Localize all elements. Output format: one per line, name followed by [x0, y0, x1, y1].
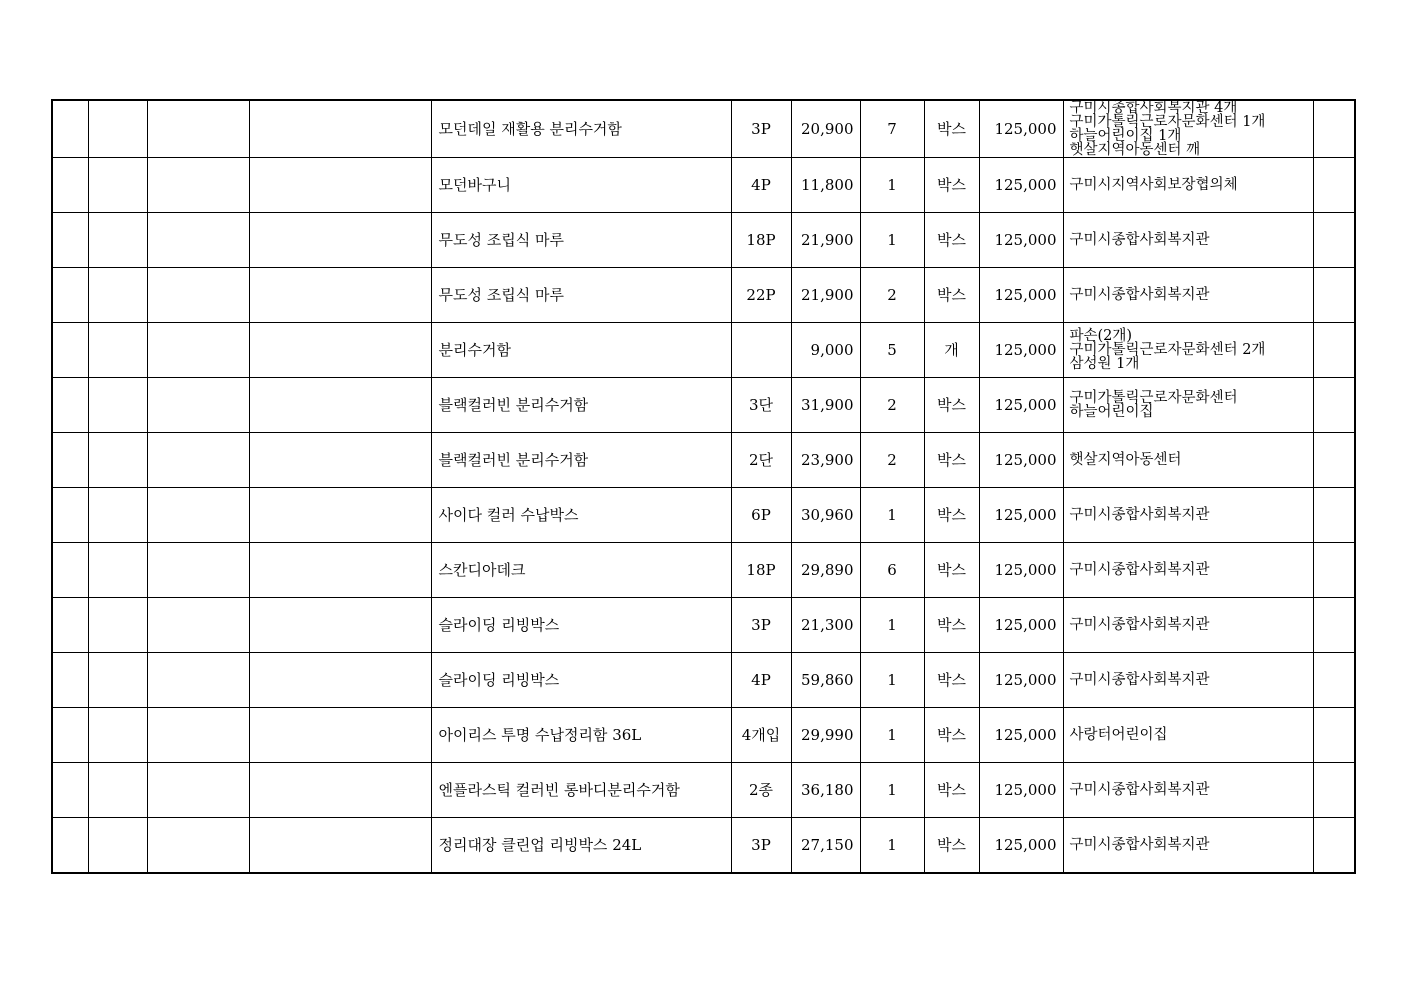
row-col-last	[1313, 708, 1355, 763]
row-col-3	[147, 323, 249, 378]
row-col-2	[88, 268, 147, 323]
inventory-table	[51, 99, 1356, 874]
quantity-cell: 1	[860, 598, 924, 653]
item-name-cell: 모던바구니	[431, 158, 731, 213]
recipient-note-line: 구미시종합사회복지관	[1069, 836, 1210, 853]
row-col-1	[52, 323, 88, 378]
unit-cell: 박스	[924, 213, 979, 268]
item-spec-cell: 4P	[731, 653, 791, 708]
amount-cell: 125,000	[979, 653, 1063, 708]
unit-price-cell: 31,900	[791, 378, 860, 433]
item-name-cell: 아이리스 투명 수납정리함 36L	[431, 708, 731, 763]
recipient-note-cell	[1063, 763, 1313, 818]
row-col-3	[147, 433, 249, 488]
row-col-last	[1313, 598, 1355, 653]
row-col-2	[88, 323, 147, 378]
recipient-note-cell	[1063, 653, 1313, 708]
row-col-1	[52, 543, 88, 598]
unit-price-cell: 27,150	[791, 818, 860, 873]
unit-cell: 박스	[924, 378, 979, 433]
row-col-3	[147, 488, 249, 543]
table-row	[52, 213, 1355, 268]
row-col-4	[249, 543, 431, 598]
amount-cell: 125,000	[979, 763, 1063, 818]
recipient-note-line: 하늘어린이집 1개	[1069, 128, 1182, 144]
quantity-cell: 5	[860, 323, 924, 378]
recipient-note-cell	[1063, 433, 1313, 488]
item-spec-cell: 3P	[731, 818, 791, 873]
table-row	[52, 268, 1355, 323]
row-col-2	[88, 818, 147, 873]
unit-price-cell: 23,900	[791, 433, 860, 488]
unit-cell: 박스	[924, 543, 979, 598]
row-col-1	[52, 818, 88, 873]
row-col-last	[1313, 100, 1355, 158]
quantity-cell: 1	[860, 818, 924, 873]
unit-price-cell: 21,900	[791, 213, 860, 268]
row-col-3	[147, 763, 249, 818]
unit-cell: 개	[924, 323, 979, 378]
row-col-4	[249, 708, 431, 763]
row-col-last	[1313, 653, 1355, 708]
row-col-last	[1313, 763, 1355, 818]
item-name-cell: 슬라이딩 리빙박스	[431, 598, 731, 653]
quantity-cell: 2	[860, 378, 924, 433]
item-spec-cell: 3P	[731, 100, 791, 158]
row-col-2	[88, 213, 147, 268]
row-col-4	[249, 100, 431, 158]
quantity-cell: 1	[860, 213, 924, 268]
unit-cell: 박스	[924, 763, 979, 818]
row-col-4	[249, 323, 431, 378]
item-spec-cell: 4개입	[731, 708, 791, 763]
recipient-note-line: 구미시종합사회복지관	[1069, 287, 1210, 303]
unit-price-cell: 20,900	[791, 100, 860, 158]
item-spec-cell: 22P	[731, 268, 791, 323]
unit-price-cell: 29,990	[791, 708, 860, 763]
item-spec-cell: 4P	[731, 158, 791, 213]
item-name-cell: 엔플라스틱 컬러빈 롱바디분리수거함	[431, 763, 731, 818]
recipient-note-line: 햇살지역아동센터 깨	[1069, 142, 1201, 158]
amount-cell: 125,000	[979, 543, 1063, 598]
table-row	[52, 433, 1355, 488]
unit-price-cell: 11,800	[791, 158, 860, 213]
item-spec-cell: 6P	[731, 488, 791, 543]
item-spec-cell: 3단	[731, 378, 791, 433]
quantity-cell: 1	[860, 653, 924, 708]
row-col-last	[1313, 158, 1355, 213]
row-col-1	[52, 158, 88, 213]
recipient-note-line: 구미시종합사회복지관	[1069, 507, 1210, 523]
row-col-last	[1313, 323, 1355, 378]
row-col-1	[52, 378, 88, 433]
row-col-3	[147, 653, 249, 708]
table-row	[52, 100, 1355, 158]
amount-cell: 125,000	[979, 100, 1063, 158]
recipient-note-line: 구미시종합사회복지관	[1069, 617, 1210, 633]
row-col-last	[1313, 543, 1355, 598]
recipient-note-cell	[1063, 543, 1313, 598]
table-row	[52, 598, 1355, 653]
amount-cell: 125,000	[979, 598, 1063, 653]
row-col-1	[52, 100, 88, 158]
row-col-1	[52, 488, 88, 543]
unit-price-cell: 36,180	[791, 763, 860, 818]
item-spec-cell: 2종	[731, 763, 791, 818]
recipient-note-cell	[1063, 323, 1313, 378]
amount-cell: 125,000	[979, 378, 1063, 433]
amount-cell: 125,000	[979, 708, 1063, 763]
recipient-note-cell	[1063, 268, 1313, 323]
row-col-1	[52, 708, 88, 763]
recipient-note-line: 하늘어린이집	[1069, 404, 1154, 420]
row-col-3	[147, 708, 249, 763]
row-col-last	[1313, 818, 1355, 873]
table-row	[52, 818, 1355, 873]
recipient-note-cell	[1063, 488, 1313, 543]
unit-cell: 박스	[924, 488, 979, 543]
quantity-cell: 1	[860, 488, 924, 543]
row-col-1	[52, 598, 88, 653]
item-spec-cell: 2단	[731, 433, 791, 488]
row-col-2	[88, 100, 147, 158]
unit-price-cell: 30,960	[791, 488, 860, 543]
unit-cell: 박스	[924, 653, 979, 708]
unit-price-cell: 29,890	[791, 543, 860, 598]
row-col-3	[147, 378, 249, 433]
item-spec-cell	[731, 323, 791, 378]
recipient-note-line: 구미시종합사회복지관	[1069, 562, 1210, 578]
row-col-4	[249, 818, 431, 873]
row-col-3	[147, 818, 249, 873]
recipient-note-cell	[1063, 100, 1313, 158]
row-col-3	[147, 213, 249, 268]
amount-cell: 125,000	[979, 488, 1063, 543]
unit-cell: 박스	[924, 158, 979, 213]
row-col-2	[88, 543, 147, 598]
table-row	[52, 708, 1355, 763]
recipient-note-cell	[1063, 158, 1313, 213]
row-col-last	[1313, 268, 1355, 323]
row-col-1	[52, 653, 88, 708]
item-name-cell: 모던데일 재활용 분리수거함	[431, 100, 731, 158]
unit-cell: 박스	[924, 708, 979, 763]
row-col-2	[88, 378, 147, 433]
table-row	[52, 763, 1355, 818]
amount-cell: 125,000	[979, 323, 1063, 378]
recipient-note-cell	[1063, 708, 1313, 763]
table-row	[52, 653, 1355, 708]
amount-cell: 125,000	[979, 158, 1063, 213]
row-col-3	[147, 543, 249, 598]
unit-cell: 박스	[924, 433, 979, 488]
recipient-note-line: 구미가톨릭근로자문화센터	[1069, 390, 1238, 406]
recipient-note-cell	[1063, 378, 1313, 433]
unit-price-cell: 59,860	[791, 653, 860, 708]
recipient-note-line: 구미시종합사회복지관 4개	[1069, 100, 1238, 116]
row-col-4	[249, 598, 431, 653]
recipient-note-line: 구미시종합사회복지관	[1069, 672, 1210, 688]
table-row	[52, 543, 1355, 598]
row-col-2	[88, 598, 147, 653]
item-name-cell: 스칸디아데크	[431, 543, 731, 598]
item-name-cell: 사이다 컬러 수납박스	[431, 488, 731, 543]
recipient-note-line: 햇살지역아동센터	[1069, 452, 1182, 468]
recipient-note-line: 구미시지역사회보장협의체	[1069, 177, 1238, 193]
quantity-cell: 1	[860, 708, 924, 763]
row-col-1	[52, 763, 88, 818]
recipient-note-line: 구미시종합사회복지관	[1069, 232, 1210, 248]
recipient-note-line: 사랑터어린이집	[1069, 727, 1168, 743]
recipient-note-cell	[1063, 598, 1313, 653]
row-col-3	[147, 100, 249, 158]
table-row	[52, 488, 1355, 543]
row-col-4	[249, 378, 431, 433]
quantity-cell: 1	[860, 763, 924, 818]
unit-cell: 박스	[924, 100, 979, 158]
quantity-cell: 1	[860, 158, 924, 213]
quantity-cell: 7	[860, 100, 924, 158]
recipient-note-line: 삼성원 1개	[1069, 356, 1140, 372]
recipient-note-line: 구미가톨릭근로자문화센터 1개	[1069, 114, 1266, 130]
quantity-cell: 2	[860, 268, 924, 323]
row-col-3	[147, 598, 249, 653]
unit-cell: 박스	[924, 598, 979, 653]
row-col-2	[88, 708, 147, 763]
recipient-note-line: 구미가톨릭근로자문화센터 2개	[1069, 342, 1266, 358]
item-spec-cell: 3P	[731, 598, 791, 653]
unit-price-cell: 21,300	[791, 598, 860, 653]
table-row	[52, 158, 1355, 213]
row-col-4	[249, 213, 431, 268]
amount-cell: 125,000	[979, 213, 1063, 268]
item-name-cell: 무도성 조립식 마루	[431, 268, 731, 323]
table-row	[52, 378, 1355, 433]
recipient-note-cell	[1063, 213, 1313, 268]
row-col-4	[249, 763, 431, 818]
row-col-4	[249, 433, 431, 488]
amount-cell: 125,000	[979, 818, 1063, 873]
row-col-2	[88, 763, 147, 818]
recipient-note-line: 구미시종합사회복지관	[1069, 782, 1210, 798]
row-col-last	[1313, 488, 1355, 543]
row-col-3	[147, 268, 249, 323]
row-col-1	[52, 268, 88, 323]
item-name-cell: 슬라이딩 리빙박스	[431, 653, 731, 708]
row-col-last	[1313, 378, 1355, 433]
item-spec-cell: 18P	[731, 543, 791, 598]
unit-cell: 박스	[924, 268, 979, 323]
row-col-3	[147, 158, 249, 213]
row-col-2	[88, 158, 147, 213]
recipient-note-cell	[1063, 818, 1313, 873]
unit-cell: 박스	[924, 818, 979, 873]
item-name-cell: 블랙컬러빈 분리수거함	[431, 433, 731, 488]
amount-cell: 125,000	[979, 268, 1063, 323]
row-col-2	[88, 433, 147, 488]
unit-price-cell: 9,000	[791, 323, 860, 378]
amount-cell: 125,000	[979, 433, 1063, 488]
item-name-cell: 정리대장 클린업 리빙박스 24L	[431, 818, 731, 873]
unit-price-cell: 21,900	[791, 268, 860, 323]
row-col-4	[249, 268, 431, 323]
recipient-note-line: 파손(2개)	[1069, 328, 1133, 344]
quantity-cell: 2	[860, 433, 924, 488]
quantity-cell: 6	[860, 543, 924, 598]
item-name-cell: 분리수거함	[431, 323, 731, 378]
item-name-cell: 블랙컬러빈 분리수거함	[431, 378, 731, 433]
item-spec-cell: 18P	[731, 213, 791, 268]
table-row	[52, 323, 1355, 378]
row-col-2	[88, 488, 147, 543]
row-col-2	[88, 653, 147, 708]
item-name-cell: 무도성 조립식 마루	[431, 213, 731, 268]
row-col-4	[249, 158, 431, 213]
row-col-last	[1313, 213, 1355, 268]
row-col-last	[1313, 433, 1355, 488]
row-col-4	[249, 488, 431, 543]
row-col-1	[52, 213, 88, 268]
row-col-1	[52, 433, 88, 488]
row-col-4	[249, 653, 431, 708]
